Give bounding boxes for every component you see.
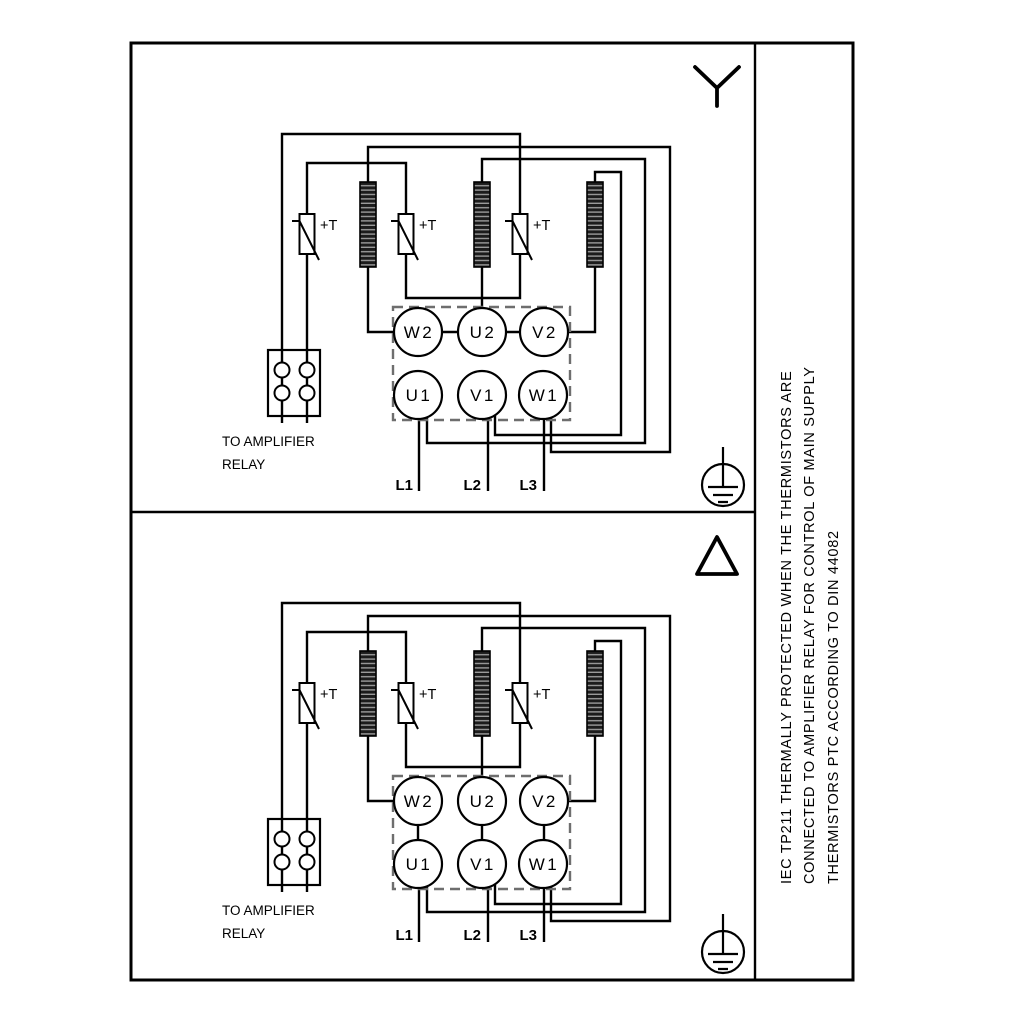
terminal-label-u1: U1 (405, 855, 433, 874)
relay-caption-line1: TO AMPLIFIER (222, 434, 315, 449)
terminal-label-v2: V2 (532, 323, 558, 342)
motor-winding (360, 182, 376, 267)
motor-winding (360, 651, 376, 736)
star-icon (695, 67, 739, 106)
relay-caption-line2: RELAY (222, 457, 266, 472)
terminal-label-w2: W2 (403, 323, 435, 342)
side-note (779, 366, 842, 884)
thermistor-label: +T (320, 218, 338, 234)
side-note-line2: CONNECTED TO AMPLIFIER RELAY FOR CONTROL OF MAIN SUPPLY (802, 366, 818, 884)
supply-label-l2: L2 (463, 477, 481, 494)
terminal-label-w1: W1 (528, 855, 560, 874)
supply-label-l2: L2 (463, 927, 481, 944)
side-note-line1: IEC TP211 THERMALLY PROTECTED WHEN THE THERMISTORS ARE (779, 370, 795, 884)
amplifier-relay-block (268, 819, 320, 885)
thermistor-label: +T (533, 218, 551, 234)
thermistor-icon (505, 683, 532, 729)
motor-winding (474, 182, 490, 267)
amplifier-relay-block (268, 350, 320, 416)
terminal-label-u2: U2 (469, 792, 497, 811)
supply-label-l3: L3 (519, 927, 537, 944)
terminal-label-u2: U2 (469, 323, 497, 342)
panel-star (222, 67, 744, 506)
panel-delta (222, 537, 744, 973)
relay-caption-line1: TO AMPLIFIER (222, 903, 315, 918)
supply-label-l3: L3 (519, 477, 537, 494)
terminal-label-w2: W2 (403, 792, 435, 811)
motor-winding (474, 651, 490, 736)
thermistor-label: +T (533, 687, 551, 703)
terminal-label-v1: V1 (470, 855, 496, 874)
ground-icon (702, 914, 744, 973)
side-note-line3: THERMISTORS PTC ACCORDING TO DIN 44082 (826, 530, 842, 884)
terminal-label-w1: W1 (528, 386, 560, 405)
ground-icon (702, 447, 744, 506)
delta-icon (697, 537, 737, 574)
terminal-label-v2: V2 (532, 792, 558, 811)
thermistor-icon (391, 214, 418, 260)
supply-label-l1: L1 (395, 477, 413, 494)
terminal-label-u1: U1 (405, 386, 433, 405)
thermistor-icon (292, 214, 319, 260)
thermistor-icon (292, 683, 319, 729)
thermistor-label: +T (320, 687, 338, 703)
relay-caption-line2: RELAY (222, 926, 266, 941)
thermistor-label: +T (419, 687, 437, 703)
thermistor-icon (505, 214, 532, 260)
motor-winding (587, 651, 603, 736)
supply-label-l1: L1 (395, 927, 413, 944)
motor-winding (587, 182, 603, 267)
thermistor-icon (391, 683, 418, 729)
terminal-label-v1: V1 (470, 386, 496, 405)
thermistor-label: +T (419, 218, 437, 234)
